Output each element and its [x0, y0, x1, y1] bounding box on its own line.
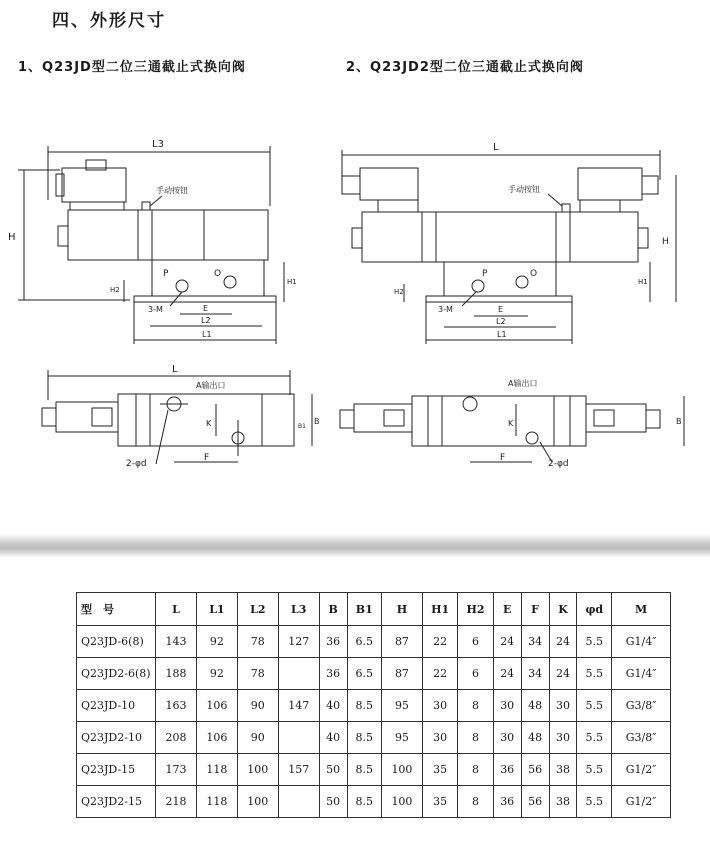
- label-3M-1: 3-M: [148, 305, 163, 314]
- table-cell: 5.5: [577, 658, 612, 690]
- label-3M-2: 3-M: [438, 305, 453, 314]
- table-cell: 56: [521, 754, 549, 786]
- table-cell: 90: [237, 690, 278, 722]
- table-cell: G3/8″: [612, 690, 671, 722]
- subtitle-q23jd2: 2、Q23JD2型二位三通截止式换向阀: [346, 60, 584, 75]
- table-cell: Q23JD2-15: [77, 786, 156, 818]
- table-cell: 24: [493, 626, 521, 658]
- divider-band: [0, 534, 710, 558]
- table-cell: 100: [381, 754, 422, 786]
- table-cell: 78: [237, 658, 278, 690]
- label-d-1: 2-φd: [126, 459, 147, 469]
- table-cell: Q23JD-15: [77, 754, 156, 786]
- table-cell: G1/4″: [612, 658, 671, 690]
- table-cell: 6: [458, 626, 493, 658]
- port-O-2: O: [530, 269, 538, 279]
- table-cell: G1/2″: [612, 754, 671, 786]
- label-H2-1: H2: [110, 286, 120, 294]
- label-H1-2: H1: [638, 278, 648, 286]
- label-L-2: L: [493, 142, 499, 153]
- table-cell: 118: [196, 754, 237, 786]
- label-F-1: F: [204, 453, 210, 463]
- table-cell: 5.5: [577, 722, 612, 754]
- label-L3: L3: [152, 139, 164, 150]
- table-cell: 92: [196, 626, 237, 658]
- table-cell: 30: [422, 722, 457, 754]
- table-header-cell: B: [319, 593, 347, 626]
- label-K-1: K: [206, 419, 212, 428]
- table-cell: 36: [493, 754, 521, 786]
- table-cell: 78: [237, 626, 278, 658]
- table-cell: 34: [521, 658, 549, 690]
- table-cell: G1/2″: [612, 786, 671, 818]
- table-row: [77, 786, 671, 818]
- table-cell: 22: [422, 626, 457, 658]
- table-cell: 8: [458, 722, 493, 754]
- table-cell: 106: [196, 722, 237, 754]
- table-row: [77, 626, 671, 658]
- table-header-cell: L3: [278, 593, 319, 626]
- label-K-2: K: [508, 419, 514, 428]
- table-cell: 30: [422, 690, 457, 722]
- table-header-cell: 型 号: [77, 593, 156, 626]
- table-cell: Q23JD2-6(8): [77, 658, 156, 690]
- table-row: [77, 658, 671, 690]
- table-header-cell: E: [493, 593, 521, 626]
- table-header-cell: F: [521, 593, 549, 626]
- table-cell: [278, 722, 319, 754]
- table-body: [77, 626, 671, 818]
- table-cell: 188: [156, 658, 197, 690]
- table-cell: 56: [521, 786, 549, 818]
- table-header-cell: φd: [577, 593, 612, 626]
- label-E-1: E: [203, 304, 209, 313]
- table-cell: 6.5: [347, 658, 381, 690]
- table-cell: Q23JD2-10: [77, 722, 156, 754]
- table-cell: 6.5: [347, 626, 381, 658]
- table-header-cell: B1: [347, 593, 381, 626]
- drawing-q23jd-top: [42, 364, 320, 469]
- table-cell: 100: [237, 754, 278, 786]
- drawing-q23jd2-top: [340, 378, 684, 469]
- table-cell: 24: [493, 658, 521, 690]
- table-cell: 30: [493, 722, 521, 754]
- label-H2-2: H2: [394, 288, 404, 296]
- dimension-table: [76, 592, 671, 818]
- port-P-2: P: [482, 269, 488, 279]
- table-cell: 48: [521, 722, 549, 754]
- table-header-cell: L2: [237, 593, 278, 626]
- table-cell: 100: [237, 786, 278, 818]
- table-cell: 5.5: [577, 690, 612, 722]
- table-cell: 163: [156, 690, 197, 722]
- label-L2-1: L2: [201, 316, 211, 325]
- table-cell: 50: [319, 786, 347, 818]
- table-cell: 157: [278, 754, 319, 786]
- table-cell: 95: [381, 690, 422, 722]
- table-cell: 106: [196, 690, 237, 722]
- table-cell: 147: [278, 690, 319, 722]
- table-cell: 40: [319, 690, 347, 722]
- table-header-cell: H1: [422, 593, 457, 626]
- table-cell: 127: [278, 626, 319, 658]
- table-cell: 38: [549, 754, 577, 786]
- table-header-row: [77, 593, 671, 626]
- label-F-2: F: [500, 453, 506, 463]
- label-L1-2: L1: [497, 330, 507, 339]
- table-cell: 8: [458, 786, 493, 818]
- table-cell: G3/8″: [612, 722, 671, 754]
- table-header-cell: L1: [196, 593, 237, 626]
- table-cell: 6: [458, 658, 493, 690]
- label-Aout-2: A输出口: [508, 379, 538, 388]
- table-cell: 92: [196, 658, 237, 690]
- table-cell: 208: [156, 722, 197, 754]
- section-title: 四、外形尺寸: [52, 11, 166, 31]
- table-cell: 22: [422, 658, 457, 690]
- table-cell: 24: [549, 626, 577, 658]
- table-header-cell: H2: [458, 593, 493, 626]
- table-cell: 5.5: [577, 754, 612, 786]
- table-cell: 118: [196, 786, 237, 818]
- label-L-3: L: [172, 364, 178, 375]
- label-L1-1: L1: [202, 330, 212, 339]
- table-cell: 90: [237, 722, 278, 754]
- label-B1-1: B1: [298, 423, 306, 430]
- label-L2-2: L2: [496, 317, 506, 326]
- table-cell: 35: [422, 786, 457, 818]
- table-cell: Q23JD-10: [77, 690, 156, 722]
- table-cell: 40: [319, 722, 347, 754]
- table-cell: 143: [156, 626, 197, 658]
- table-cell: 87: [381, 626, 422, 658]
- table-cell: 36: [319, 626, 347, 658]
- table-cell: 173: [156, 754, 197, 786]
- table-cell: 34: [521, 626, 549, 658]
- table-cell: 50: [319, 754, 347, 786]
- label-H: H: [8, 232, 16, 243]
- table-cell: 87: [381, 658, 422, 690]
- table-row: [77, 722, 671, 754]
- table-cell: 35: [422, 754, 457, 786]
- table-row: [77, 690, 671, 722]
- table-cell: 218: [156, 786, 197, 818]
- drawing-q23jd2-front: [342, 142, 676, 344]
- label-B-2: B: [676, 417, 682, 426]
- table-cell: 24: [549, 658, 577, 690]
- table-cell: 30: [549, 690, 577, 722]
- port-O-1: O: [214, 269, 222, 279]
- label-B-1: B: [314, 417, 320, 426]
- label-E-2: E: [498, 305, 504, 314]
- label-Aout-1: A输出口: [196, 381, 226, 390]
- table-cell: 95: [381, 722, 422, 754]
- table-header-cell: K: [549, 593, 577, 626]
- table-header-cell: M: [612, 593, 671, 626]
- table-cell: 8.5: [347, 786, 381, 818]
- table-header-cell: H: [381, 593, 422, 626]
- label-manual-1: 手动按钮: [156, 186, 188, 195]
- label-manual-2: 手动按钮: [508, 185, 540, 194]
- table-cell: [278, 658, 319, 690]
- table-row: [77, 754, 671, 786]
- table-cell: 8: [458, 754, 493, 786]
- table-cell: 8: [458, 690, 493, 722]
- subtitle-q23jd: 1、Q23JD型二位三通截止式换向阀: [18, 60, 246, 75]
- table-cell: Q23JD-6(8): [77, 626, 156, 658]
- table-cell: 36: [319, 658, 347, 690]
- table-cell: 30: [549, 722, 577, 754]
- table-cell: 8.5: [347, 722, 381, 754]
- table-cell: 100: [381, 786, 422, 818]
- label-H-2: H: [662, 237, 669, 247]
- label-d-2: 2-φd: [548, 459, 569, 469]
- table-cell: 36: [493, 786, 521, 818]
- table-cell: 8.5: [347, 690, 381, 722]
- table-cell: [278, 786, 319, 818]
- table-header-cell: L: [156, 593, 197, 626]
- table-cell: 5.5: [577, 626, 612, 658]
- port-P-1: P: [163, 269, 169, 279]
- table-cell: G1/4″: [612, 626, 671, 658]
- label-H1-1: H1: [287, 278, 297, 286]
- table-cell: 30: [493, 690, 521, 722]
- table-cell: 5.5: [577, 786, 612, 818]
- table-cell: 8.5: [347, 754, 381, 786]
- table-cell: 38: [549, 786, 577, 818]
- table-cell: 48: [521, 690, 549, 722]
- drawing-q23jd-front: [8, 139, 297, 344]
